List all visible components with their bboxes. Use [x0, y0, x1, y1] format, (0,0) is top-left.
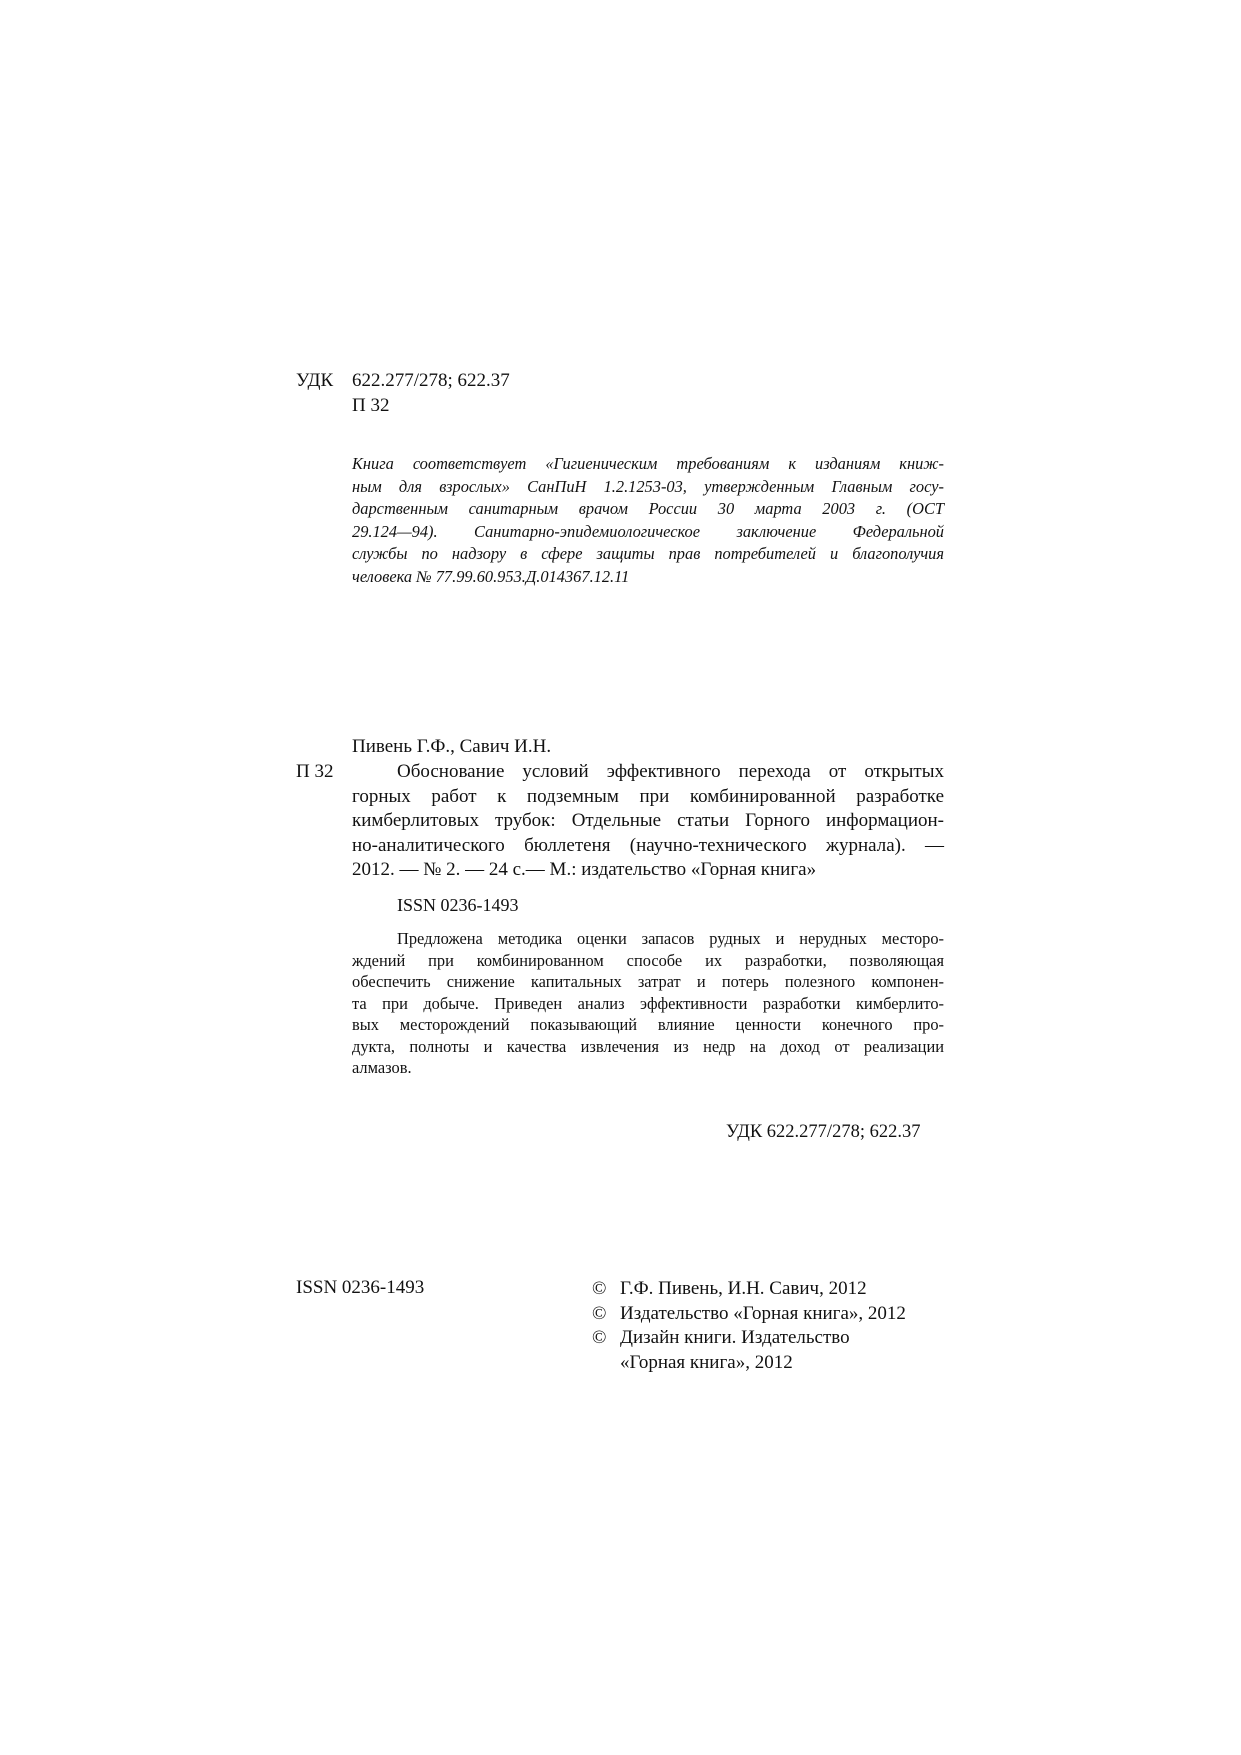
copyright-icon: © — [592, 1302, 607, 1324]
title-line: горных работ к подземным при комбинированной разработке — [352, 785, 944, 807]
title-line: Обоснование условий эффективного перехода от открытых — [397, 761, 944, 782]
authors: Пивень Г.Ф., Савич И.Н. — [352, 736, 552, 757]
abstract-line: алмазов. — [352, 1058, 412, 1077]
abstract-line: вых месторождений показывающий влияние ценности конечного про- — [352, 1015, 944, 1034]
catalog-card-index: П 32 — [296, 761, 334, 782]
copyright-list — [592, 1277, 906, 1375]
card-udc: УДК 622.277/278; 622.37 — [726, 1122, 921, 1142]
hygiene-notice — [352, 453, 944, 588]
hygiene-line: ным для взрослых» СанПиН 1.2.1253-03, утвержденным Главным госу- — [352, 476, 944, 496]
copyright-text: Г.Ф. Пивень, И.Н. Савич, 2012 — [620, 1278, 867, 1299]
title-line: 2012. — № 2. — 24 с.— М.: издательство «Горная книга» — [352, 859, 817, 881]
author-mark-index: П 32 — [352, 395, 390, 416]
hygiene-line: дарственным санитарным врачом России 30 марта 2003 г. (ОСТ — [352, 499, 944, 518]
udc-label: УДК — [296, 370, 334, 391]
hygiene-line: 29.124—94). Санитарно-эпидемиологическое заключение Федеральной — [352, 521, 944, 541]
abstract-line: дукта, полноты и качества извлечения из недр на доход от реализации — [352, 1036, 944, 1056]
abstract-line: та при добыче. Приведен анализ эффективности разработки кимберлито- — [352, 993, 944, 1013]
copyright-item — [592, 1302, 906, 1327]
abstract-line: обеспечить снижение капитальных затрат и потерь полезного компонен- — [352, 972, 944, 991]
card-issn: ISSN 0236-1493 — [397, 895, 519, 915]
copyright-icon: © — [592, 1327, 607, 1348]
hygiene-line: человека № 77.99.60.953.Д.014367.12.11 — [352, 566, 630, 586]
copyright-text: Издательство «Горная книга», 2012 — [620, 1302, 906, 1324]
title-line: кимберлитовых трубок: Отдельные статьи Горного информацион- — [352, 810, 944, 832]
copyright-text: Дизайн книги. Издательство — [620, 1327, 850, 1348]
abstract-line: ждений при комбинированном способе их разработки, позволяющая — [352, 950, 944, 970]
hygiene-line: Книга соответствует «Гигиеническим требованиям к изданиям книж- — [352, 454, 944, 473]
copyright-icon: © — [592, 1278, 607, 1299]
abstract-line: Предложена методика оценки запасов рудных и нерудных месторо- — [397, 929, 944, 948]
hygiene-line: службы по надзору в сфере защиты прав потребителей и благополучия — [352, 544, 944, 563]
udc-code: 622.277/278; 622.37 — [352, 370, 510, 391]
copyright-item — [592, 1277, 906, 1302]
footer-issn: ISSN 0236-1493 — [296, 1277, 425, 1298]
title-line: но-аналитического бюллетеня (научно-технического журнала). — — [352, 834, 944, 856]
copyright-text-continuation: «Горная книга», 2012 — [620, 1351, 793, 1373]
bibliographic-title — [352, 760, 944, 883]
copyright-item — [592, 1326, 906, 1351]
abstract — [352, 928, 944, 1079]
